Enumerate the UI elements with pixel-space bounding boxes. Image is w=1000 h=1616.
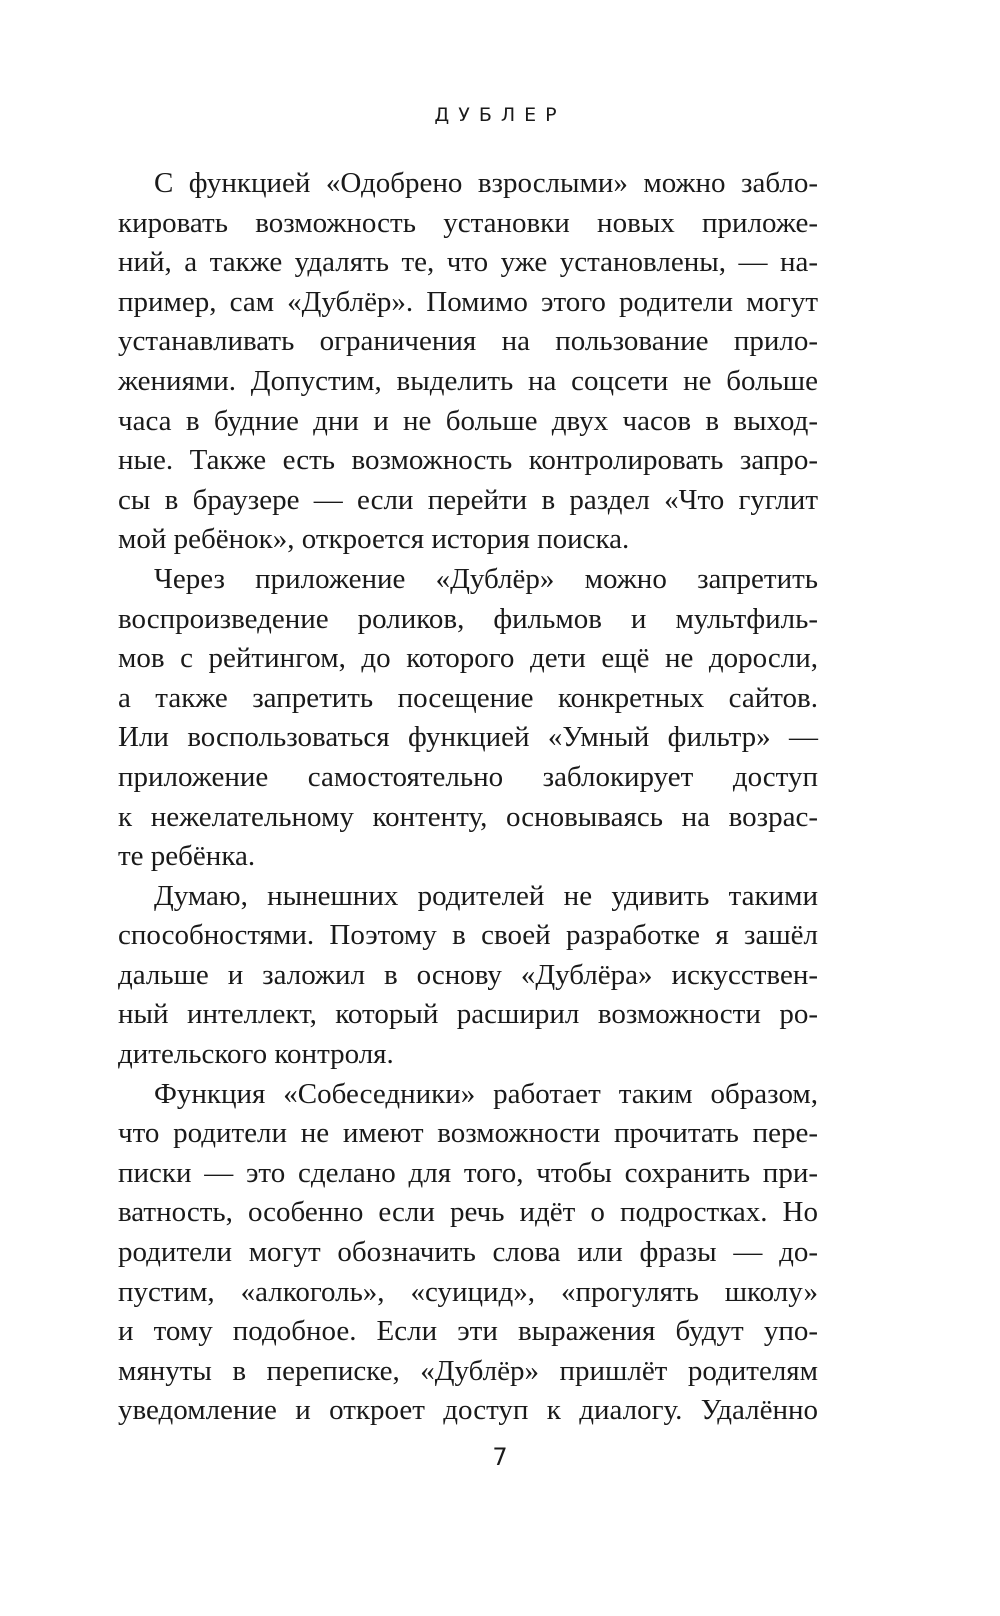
text-line: воспроизведение роликов, фильмов и мультфиль- xyxy=(118,602,818,635)
text-line: устанавливать ограничения на пользование прило- xyxy=(118,325,818,358)
text-line: Или воспользоваться функцией «Умный фильтр» — xyxy=(118,721,818,754)
text-line: а также запретить посещение конкретных сайтов. xyxy=(118,681,818,714)
text-line: часа в будние дни и не больше двух часов в выход- xyxy=(118,404,818,437)
text-line: пример, сам «Дублёр». Помимо этого родители могут xyxy=(118,285,818,318)
text-line: пустим, «алкоголь», «суицид», «прогулять школу» xyxy=(118,1275,818,1308)
text-line: мов с рейтингом, до которого дети ещё не доросли, xyxy=(118,642,818,675)
text-line: писки — это сделано для того, чтобы сохранить при- xyxy=(118,1156,818,1189)
text-line: сы в браузере — если перейти в раздел «Что гуглит xyxy=(118,483,818,516)
text-line: Через приложение «Дублёр» можно запретить xyxy=(154,562,818,595)
text-line: кировать возможность установки новых приложе- xyxy=(118,206,818,239)
text-line: уведомление и откроет доступ к диалогу. Удалённо xyxy=(118,1394,818,1427)
text-line: Функция «Собеседники» работает таким образом, xyxy=(154,1077,818,1110)
text-line: жениями. Допустим, выделить на соцсети не больше xyxy=(118,364,818,397)
text-line: что родители не имеют возможности прочитать пере- xyxy=(118,1117,818,1150)
running-title: ДУБЛЕР xyxy=(434,104,566,126)
body-text xyxy=(118,164,818,1431)
text-line: ный интеллект, который расширил возможности ро- xyxy=(118,998,818,1031)
text-line: родители могут обозначить слова или фразы — до- xyxy=(118,1236,818,1269)
text-line: способностями. Поэтому в своей разработке я зашёл xyxy=(118,919,818,952)
text-line: дительского контроля. xyxy=(118,1038,394,1071)
text-line: к нежелательному контенту, основываясь на возрас- xyxy=(118,800,818,833)
text-line: С функцией «Одобрено взрослыми» можно забло- xyxy=(154,167,818,199)
page-number: 7 xyxy=(492,1443,508,1471)
text-line: мой ребёнок», откроется история поиска. xyxy=(118,523,630,556)
text-line: и тому подобное. Если эти выражения будут упо- xyxy=(118,1315,818,1348)
text-line: дальше и заложил в основу «Дублёра» искусствен- xyxy=(118,958,818,991)
text-line: мянуты в переписке, «Дублёр» пришлёт родителям xyxy=(118,1354,818,1387)
text-line: Думаю, нынешних родителей не удивить такими xyxy=(154,879,818,912)
text-line: ний, а также удалять те, что уже установлены, — на- xyxy=(118,246,818,279)
text-line: те ребёнка. xyxy=(118,840,256,873)
text-line: ные. Также есть возможность контролировать запро- xyxy=(118,444,818,477)
text-line: ватность, особенно если речь идёт о подростках. Но xyxy=(118,1196,818,1229)
text-line: приложение самостоятельно заблокирует доступ xyxy=(118,760,818,793)
